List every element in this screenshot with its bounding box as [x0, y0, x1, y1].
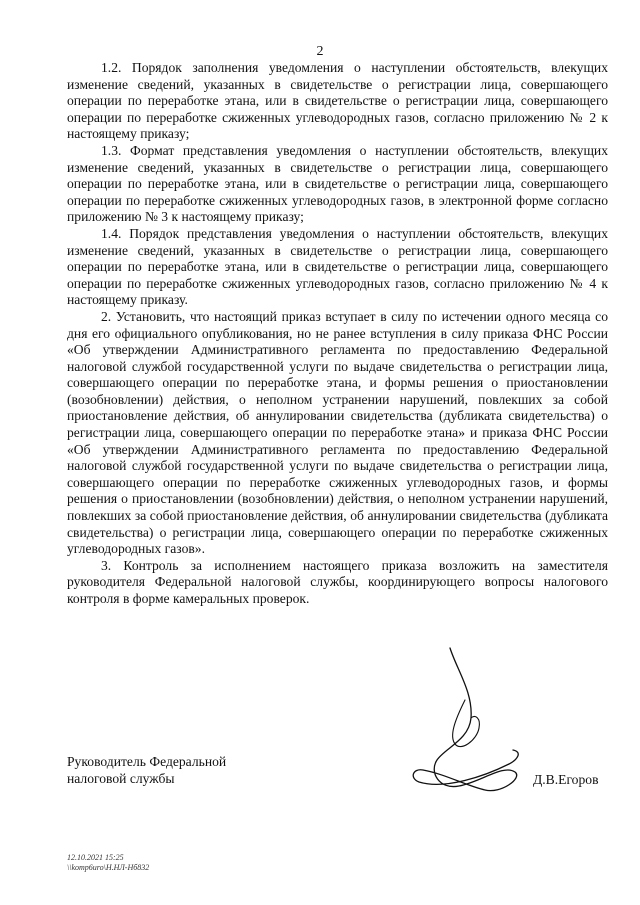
paragraph-2: 2. Установить, что настоящий приказ вступает в силу по истечении одного месяца со дня его официального опубликования, но не ранее вступления в силу приказа ФНС России «Об утверждении Административного регламента по предоставлению Федеральной налоговой службой государственной услуги по выдаче свидетельства о регистрации лица, совершающего операции по переработке этана, и формы решения о приостановлении (возобновлении) действия, о неполном устранении нарушений, повлекших за собой приостановление действия, об аннулировании свидетельства (дубликата свидетельства) о регистрации лица, совершающего операции по переработке этана» и приказа ФНС России «Об утверждении Административного регламента по предоставлению Федеральной налоговой службой государственной услуги по выдаче свидетельства о регистрации лица, совершающего операции по переработке сжиженных углеводородных газов, и формы решения о приостановлении (возобновлении) действия, о неполном устранении нарушений, повлекших за собой приостановление действия, об аннулировании свидетельства (дубликата свидетельства) о регистрации лица, совершающего операции по переработке сжиженных углеводородных газов».	[67, 308, 608, 557]
footer-file-path: \\komp6uro\Н.НЛ-Нб832	[67, 863, 150, 872]
footer-stamp	[67, 853, 149, 873]
signatory-title-line1: Руководитель Федеральной	[67, 754, 227, 769]
handwritten-signature	[405, 640, 545, 805]
signatory-title	[67, 753, 226, 787]
document-body	[67, 60, 608, 608]
paragraph-3: 3. Контроль за исполнением настоящего приказа возложить на заместителя руководителя Федеральной налоговой службы, координирующего вопросы налогового контроля в форме камеральных проверок.	[67, 557, 608, 606]
signatory-title-line2: налоговой службы	[67, 771, 175, 786]
page-number: 2	[316, 44, 324, 59]
footer-timestamp: 12.10.2021 15:25	[67, 853, 124, 862]
paragraph-1-2: 1.2. Порядок заполнения уведомления о наступлении обстоятельств, влекущих изменение сведений, указанных в свидетельстве о регистрации лица, совершающего операции по переработке этана, или в свидетельстве о регистрации лица, совершающего операции по переработке сжиженных углеводородных газов, согласно приложению № 2 к настоящему приказу;	[67, 60, 608, 142]
signatory-name: Д.В.Егоров	[533, 772, 599, 787]
paragraph-1-3: 1.3. Формат представления уведомления о наступлении обстоятельств, влекущих изменение сведений, указанных в свидетельстве о регистрации лица, совершающего операции по переработке этана, или в свидетельстве о регистрации лица, совершающего операции по переработке сжиженных углеводородных газов, в электронной форме согласно приложению № 3 к настоящему приказу;	[67, 142, 608, 225]
paragraph-1-4: 1.4. Порядок представления уведомления о наступлении обстоятельств, влекущих изменение сведений, указанных в свидетельстве о регистрации лица, совершающего операции по переработке этана, или в свидетельстве о регистрации лица, совершающего операции по переработке сжиженных углеводородных газов, согласно приложению № 4 к настоящему приказу.	[67, 225, 608, 308]
